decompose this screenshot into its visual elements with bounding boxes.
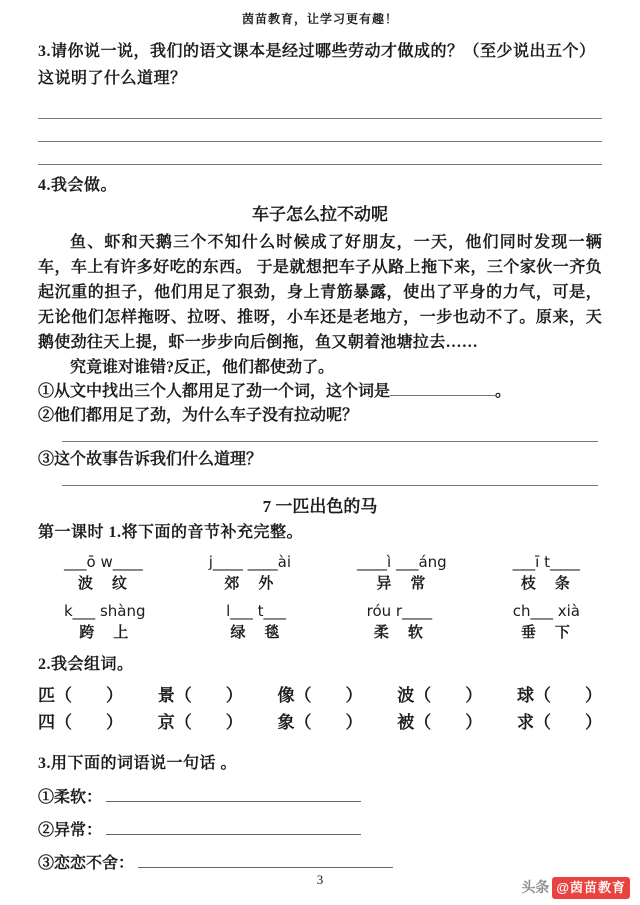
- zuci-row: [38, 682, 602, 709]
- hanzi-word: 异 常: [376, 576, 428, 592]
- hanzi-word: 波 纹: [77, 576, 129, 592]
- exercise-1-label: 第一课时 1.将下面的音节补充完整。: [38, 524, 304, 541]
- sub-question: [38, 448, 602, 472]
- zuci-item: 四（ ）: [38, 713, 123, 732]
- sub-question-text: ①从文中找出三个人都用足了劲一个词，这个词是: [38, 382, 391, 400]
- hanzi-word: 枝 条: [520, 576, 572, 592]
- question-4-label: 4.我会做。: [38, 177, 118, 194]
- answer-line: [38, 96, 602, 119]
- pinyin-syllable: ___ō w____: [64, 553, 143, 571]
- sentence-label: ③恋恋不舍：: [38, 855, 135, 872]
- pinyin-item: [513, 552, 580, 595]
- pinyin-item: [226, 601, 286, 644]
- page-header-title: 茵苗教育，让学习更有趣！: [241, 12, 398, 26]
- story-closing-line: 究竟谁对谁错?反正，他们都使劲了。: [70, 358, 335, 376]
- zuci-item: 球（ ）: [517, 686, 602, 705]
- zuci-item: 景（ ）: [157, 686, 243, 705]
- sub-question-text: ②他们都用足了劲，为什么车子没有拉动呢？: [38, 406, 359, 424]
- answer-line: [106, 819, 361, 835]
- answer-line: [138, 852, 393, 868]
- sub-question-text: ③这个故事告诉我们什么道理？: [38, 450, 263, 468]
- answer-line: [62, 472, 598, 486]
- pinyin-row: [64, 552, 580, 595]
- exercise-2-label: 2.我会组词。: [38, 656, 134, 673]
- sentence-items: [38, 786, 602, 876]
- pinyin-syllable: ____ì ___áng: [357, 553, 447, 571]
- watermark: [521, 877, 630, 900]
- sub-question-suffix: 。: [495, 382, 512, 400]
- watermark-badge: @茵苗教育: [552, 877, 630, 900]
- pinyin-item: [357, 552, 447, 595]
- zuci-item: 波（ ）: [397, 686, 483, 705]
- pinyin-item: [513, 601, 580, 644]
- zuci-item: 象（ ）: [277, 713, 363, 732]
- hanzi-word: 垂 下: [520, 625, 572, 641]
- hanzi-word: 柔 软: [373, 625, 425, 641]
- zuci-item: 被（ ）: [397, 713, 483, 732]
- pinyin-syllable: k___ shàng: [64, 602, 146, 620]
- zuci-rows: [38, 682, 602, 736]
- answer-blank: [390, 380, 495, 396]
- watermark-prefix: 头条: [521, 879, 550, 896]
- pinyin-syllable: j____ ____ài: [208, 553, 292, 571]
- pinyin-syllable: róu r____: [366, 602, 433, 620]
- zuci-item: 像（ ）: [277, 686, 363, 705]
- pinyin-row: [64, 601, 580, 644]
- answer-line: [106, 786, 361, 802]
- question-3-text: 3.请你说一说，我们的语文课本是经过哪些劳动才做成的？（至少说出五个）这说明了什么道理？: [38, 43, 596, 87]
- story-title: 车子怎么拉不动呢: [252, 205, 388, 224]
- zuci-item: 京（ ）: [157, 713, 243, 732]
- zuci-item: 求（ ）: [517, 713, 602, 732]
- question-4: [38, 172, 602, 486]
- sentence-label: ①柔软：: [38, 789, 103, 806]
- hanzi-word: 跨 上: [79, 625, 131, 641]
- lesson-7-title: 7 一匹出色的马: [262, 496, 378, 516]
- pinyin-item: [367, 601, 432, 644]
- page-number: 3: [316, 871, 324, 887]
- answer-line: [62, 428, 598, 442]
- zuci-item: 匹（ ）: [38, 686, 123, 705]
- hanzi-word: 郊 外: [224, 576, 276, 592]
- pinyin-item: [64, 601, 146, 644]
- answer-line: [38, 142, 602, 165]
- sub-question: [38, 404, 602, 428]
- pinyin-item: [209, 552, 291, 595]
- pinyin-syllable: ch___ xià: [512, 602, 580, 620]
- question3-answer-lines: [38, 96, 602, 165]
- sentence-item: [38, 819, 602, 843]
- story-paragraph: 鱼、虾和天鹅三个不知什么时候成了好朋友，一天，他们同时发现一辆车，车上有许多好吃的东西。 于是就想把车子从路上拖下来，三个家伙一齐负起沉重的担子，他们用足了狠劲，身上青筋暴露，使出了平身的力气，可是，无论他们怎样拖呀、拉呀、推呀，小车还是老地方，一步也动不了。原来，天鹅使劲往天上提，虾一步步向后倒拖，鱼又朝着池塘拉去……: [38, 233, 602, 351]
- pinyin-rows: [38, 552, 602, 644]
- pinyin-syllable: ___ī t____: [512, 553, 580, 571]
- lesson-7: [38, 494, 602, 877]
- hanzi-word: 绿 毯: [230, 625, 282, 641]
- exercise-3-label: 3.用下面的词语说一句话 。: [38, 755, 238, 772]
- sub-question: [38, 380, 602, 404]
- pinyin-syllable: l___ t___: [226, 602, 286, 620]
- zuci-row: [38, 709, 602, 736]
- sentence-label: ②异常：: [38, 822, 103, 839]
- question4-subquestions: [38, 380, 602, 486]
- question-3: [38, 38, 602, 165]
- pinyin-item: [64, 552, 143, 595]
- sentence-item: [38, 786, 602, 810]
- answer-line: [38, 119, 602, 142]
